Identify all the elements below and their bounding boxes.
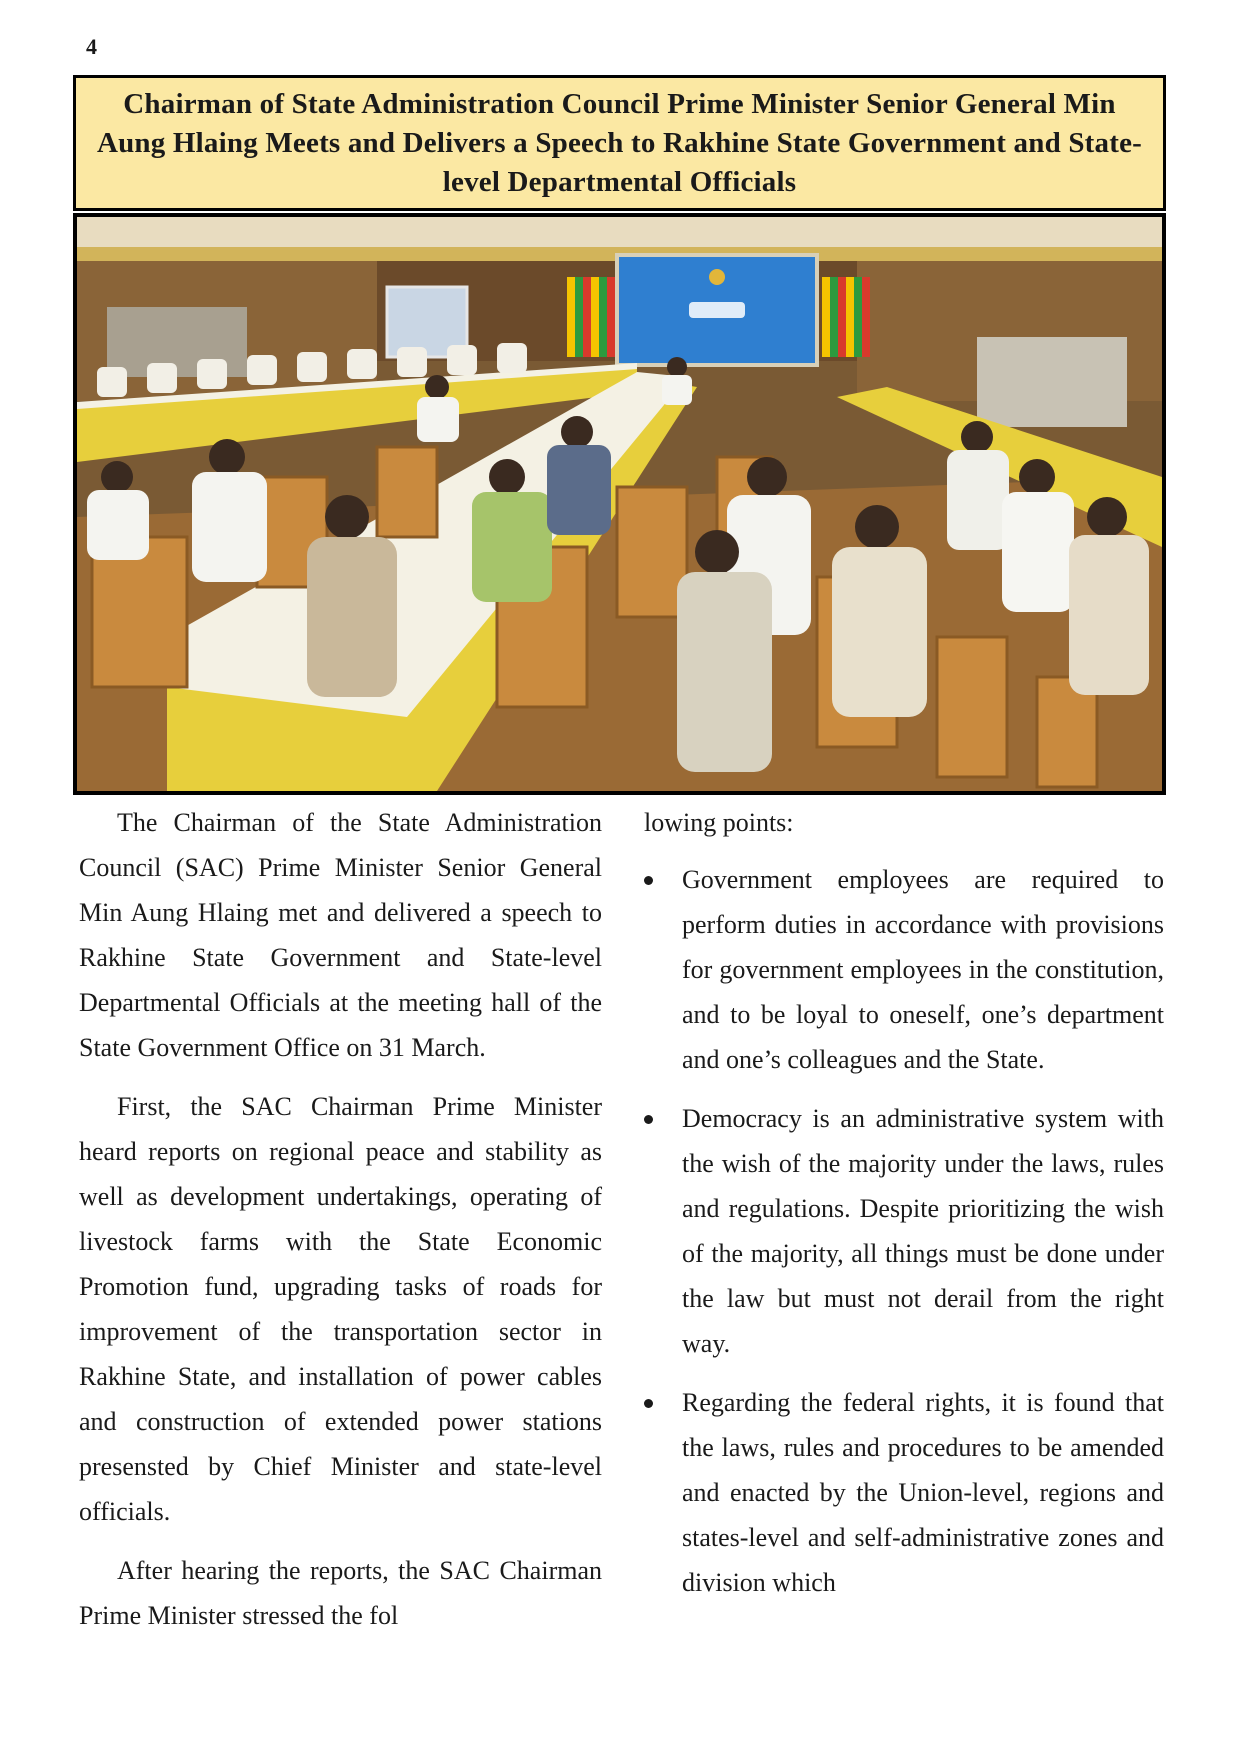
photo-flags-right xyxy=(822,277,870,357)
page-number: 4 xyxy=(86,34,97,59)
photo-screen-emblem-icon xyxy=(709,269,725,285)
headline: Chairman of State Administration Council Prime Minister Senior General Min Aung Hlaing Meets and Delivers a Speech to Rakhine State Government and State-level Departmental Officials xyxy=(96,87,1143,198)
list-item xyxy=(644,1380,1164,1605)
body-paragraph-1: The Chairman of the State Administration Council (SAC) Prime Minister Senior General Min Aung Hlaing met and delivered a speech to Rakhine State Government and State-level Departmental Officials at the meeting hall of the State Government Office on 31 March. xyxy=(79,808,602,1062)
meeting-hall-photo xyxy=(73,213,1166,795)
right-column xyxy=(644,800,1164,1619)
body-paragraph-3: After hearing the reports, the SAC Chairman Prime Minister stressed the fol xyxy=(79,1556,602,1630)
bullet-text: Democracy is an administrative system with the wish of the majority under the laws, rules and regulations. Despite prioritizing the wish of the majority, all things must be done under the law but must not derail from the right way. xyxy=(682,1104,1164,1358)
headline-box xyxy=(73,75,1166,211)
photo-right-curtain xyxy=(977,337,1127,427)
bullet-dot-icon xyxy=(644,1115,653,1124)
list-item xyxy=(644,1096,1164,1366)
bullet-text: Government employees are required to perform duties in accordance with provisions for government employees in the constitution, and to be loyal to oneself, one’s department and one’s colleagues and the State. xyxy=(682,865,1164,1074)
bullet-text: Regarding the federal rights, it is found that the laws, rules and procedures to be amended and enacted by the Union-level, regions and states-level and self-administrative zones and division which xyxy=(682,1388,1164,1597)
left-column xyxy=(79,800,602,1652)
list-item xyxy=(644,857,1164,1082)
bullet-list xyxy=(644,857,1164,1605)
photo-flags-left xyxy=(567,277,615,357)
bullet-dot-icon xyxy=(644,876,653,885)
right-column-intro: lowing points: xyxy=(644,808,794,837)
bullet-dot-icon xyxy=(644,1399,653,1408)
photo-illustration xyxy=(77,217,1162,791)
photo-screen-title-mark xyxy=(689,302,745,318)
body-paragraph-2: First, the SAC Chairman Prime Minister heard reports on regional peace and stability as well as development undertakings, operating of livestock farms with the State Economic Promotion fund, upgrading tasks of roads for improvement of the transportation sector in Rakhine State, and installation of power cables and construction of extended power stations presensted by Chief Minister and state-level officials. xyxy=(79,1092,602,1526)
